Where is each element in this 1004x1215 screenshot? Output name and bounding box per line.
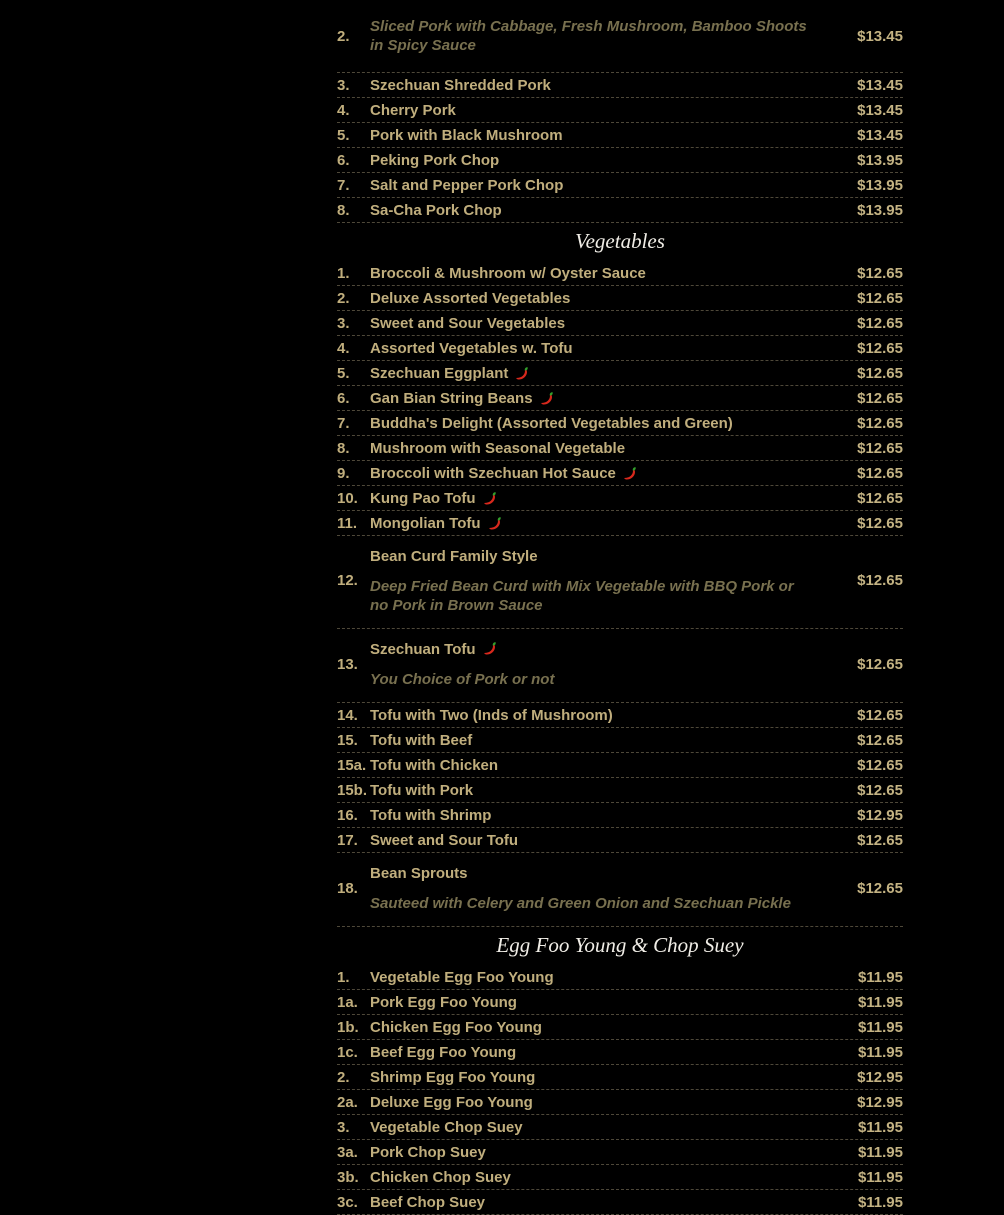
item-number: 3.: [337, 314, 350, 332]
item-number: 1c.: [337, 1043, 358, 1061]
item-number: 2.: [337, 27, 350, 45]
item-number: 3c.: [337, 1193, 358, 1211]
item-price: $11.95: [857, 1118, 903, 1136]
item-price: $12.65: [857, 879, 903, 897]
chili-icon: [482, 640, 499, 657]
item-number: 17.: [337, 831, 358, 849]
item-number: 3a.: [337, 1143, 358, 1161]
menu-item-row: [337, 261, 903, 286]
item-price: $12.65: [857, 655, 903, 673]
item-name: Gan Bian String Beans: [370, 389, 533, 407]
item-number: 5.: [337, 126, 350, 144]
item-text-group: [370, 17, 815, 55]
menu-item-row: [337, 461, 903, 486]
item-name: Tofu with Shrimp: [370, 806, 492, 824]
item-number: 13.: [337, 655, 358, 673]
menu-item-row: [337, 753, 903, 778]
item-text-group: [370, 639, 815, 689]
menu-item-row: [337, 386, 903, 411]
item-name: Vegetable Egg Foo Young: [370, 968, 554, 986]
menu-item-row: [337, 990, 903, 1015]
item-price: $11.95: [857, 968, 903, 986]
item-number: 16.: [337, 806, 358, 824]
menu-item-block: [337, 536, 903, 629]
item-price: $12.65: [857, 781, 903, 799]
item-number: 1a.: [337, 993, 358, 1011]
item-price: $12.65: [857, 264, 903, 282]
item-number: 1b.: [337, 1018, 359, 1036]
item-price: $11.95: [857, 1043, 903, 1061]
menu-item-row: [337, 98, 903, 123]
item-name-line: [370, 863, 815, 884]
chili-icon: [482, 490, 499, 507]
item-price: $12.95: [857, 806, 903, 824]
menu-item-row: [337, 311, 903, 336]
item-price: $13.95: [857, 176, 903, 194]
item-price: $12.65: [857, 756, 903, 774]
item-name: Tofu with Pork: [370, 781, 474, 799]
item-name: Pork Egg Foo Young: [370, 993, 517, 1011]
item-number: 4.: [337, 101, 350, 119]
menu-item-row: [337, 286, 903, 311]
item-name: Pork with Black Mushroom: [370, 126, 563, 144]
item-number: 15.: [337, 731, 358, 749]
item-name: Sweet and Sour Tofu: [370, 831, 519, 849]
menu-section: [337, 0, 903, 223]
item-price: $12.95: [857, 1093, 903, 1111]
item-number: 14.: [337, 706, 358, 724]
item-name: Shrimp Egg Foo Young: [370, 1068, 536, 1086]
item-name: Salt and Pepper Pork Chop: [370, 176, 564, 194]
item-price: $12.65: [857, 414, 903, 432]
menu-section: [337, 223, 903, 927]
section-header: [337, 927, 903, 965]
menu-item-row: [337, 1190, 903, 1215]
item-price: $12.65: [857, 364, 903, 382]
item-price: $12.65: [857, 489, 903, 507]
item-number: 1.: [337, 264, 350, 282]
menu-page: [337, 0, 903, 1215]
menu-item-row: [337, 778, 903, 803]
menu-item-row: [337, 728, 903, 753]
menu-item-row: [337, 173, 903, 198]
item-price: $13.95: [857, 201, 903, 219]
item-name: Tofu with Beef: [370, 731, 473, 749]
menu-item-row: [337, 1115, 903, 1140]
item-name: Sweet and Sour Vegetables: [370, 314, 566, 332]
item-number: 10.: [337, 489, 358, 507]
menu-item-block: [337, 0, 903, 73]
item-description: Deep Fried Bean Curd with Mix Vegetable with BBQ Pork or no Pork in Brown Sauce: [370, 578, 794, 614]
item-number: 6.: [337, 389, 350, 407]
item-name: Broccoli & Mushroom w/ Oyster Sauce: [370, 264, 646, 282]
chili-icon: [539, 390, 556, 407]
item-name: Chicken Egg Foo Young: [370, 1018, 542, 1036]
item-number: 12.: [337, 572, 358, 589]
item-price: $11.95: [857, 1168, 903, 1186]
item-name: Deluxe Egg Foo Young: [370, 1093, 533, 1111]
item-price: $11.95: [857, 1143, 903, 1161]
item-number: 8.: [337, 439, 350, 457]
menu-item-row: [337, 803, 903, 828]
item-text-group: [370, 546, 815, 615]
item-name: Beef Egg Foo Young: [370, 1043, 517, 1061]
item-price: $13.45: [857, 27, 903, 45]
item-number: 9.: [337, 464, 350, 482]
menu-item-row: [337, 828, 903, 853]
menu-item-row: [337, 436, 903, 461]
item-name-line: [370, 639, 815, 660]
menu-item-row: [337, 1065, 903, 1090]
item-name: Bean Curd Family Style: [370, 548, 538, 565]
item-price: $12.65: [857, 831, 903, 849]
item-price: $12.65: [857, 572, 903, 589]
item-number: 7.: [337, 414, 350, 432]
item-number: 15b.: [337, 781, 368, 799]
item-name: Pork Chop Suey: [370, 1143, 486, 1161]
item-number: 3.: [337, 76, 350, 94]
item-name: Szechuan Tofu: [370, 641, 476, 658]
item-number: 3b.: [337, 1168, 359, 1186]
item-number: 2.: [337, 289, 350, 307]
item-description: Sauteed with Celery and Green Onion and Szechuan Pickle: [370, 895, 791, 912]
item-number: 4.: [337, 339, 350, 357]
item-text-group: [370, 863, 815, 913]
item-name: Deluxe Assorted Vegetables: [370, 289, 571, 307]
menu-item-row: [337, 148, 903, 173]
menu-section: [337, 927, 903, 1215]
item-price: $13.45: [857, 101, 903, 119]
item-price: $12.65: [857, 389, 903, 407]
item-name: Szechuan Eggplant: [370, 364, 509, 382]
section-title: Vegetables: [575, 229, 665, 253]
menu-item-row: [337, 703, 903, 728]
chili-icon: [514, 365, 531, 382]
item-price: $11.95: [857, 1018, 903, 1036]
item-name: Kung Pao Tofu: [370, 489, 476, 507]
section-header: [337, 223, 903, 261]
menu-item-block: [337, 629, 903, 703]
item-name: Assorted Vegetables w. Tofu: [370, 339, 573, 357]
item-name: Buddha's Delight (Assorted Vegetables and Green): [370, 414, 733, 432]
item-number: 11.: [337, 514, 358, 532]
item-name: Tofu with Chicken: [370, 756, 499, 774]
item-price: $13.45: [857, 76, 903, 94]
item-number: 2.: [337, 1068, 350, 1086]
item-price: $12.65: [857, 464, 903, 482]
item-price: $12.65: [857, 439, 903, 457]
item-name: Broccoli with Szechuan Hot Sauce: [370, 464, 616, 482]
item-name: Mushroom with Seasonal Vegetable: [370, 439, 626, 457]
menu-item-block: [337, 853, 903, 927]
menu-item-row: [337, 1040, 903, 1065]
item-name: Tofu with Two (Inds of Mushroom): [370, 706, 613, 724]
menu-item-row: [337, 511, 903, 536]
item-number: 8.: [337, 201, 350, 219]
item-description: Sliced Pork with Cabbage, Fresh Mushroom, Bamboo Shoots in Spicy Sauce: [370, 18, 807, 54]
item-name: Sa-Cha Pork Chop: [370, 201, 502, 219]
item-price: $12.65: [857, 731, 903, 749]
item-number: 6.: [337, 151, 350, 169]
menu-item-row: [337, 198, 903, 223]
item-name: Beef Chop Suey: [370, 1193, 486, 1211]
menu-item-row: [337, 411, 903, 436]
item-price: $12.65: [857, 514, 903, 532]
menu-item-row: [337, 1140, 903, 1165]
item-number: 2a.: [337, 1093, 358, 1111]
item-number: 5.: [337, 364, 350, 382]
chili-icon: [487, 515, 504, 532]
item-name: Vegetable Chop Suey: [370, 1118, 523, 1136]
item-name-line: [370, 546, 815, 567]
menu-item-row: [337, 1015, 903, 1040]
menu-item-row: [337, 73, 903, 98]
menu-item-row: [337, 965, 903, 990]
menu-item-row: [337, 123, 903, 148]
item-name: Mongolian Tofu: [370, 514, 481, 532]
item-name: Cherry Pork: [370, 101, 456, 119]
item-price: $11.95: [857, 993, 903, 1011]
menu-item-row: [337, 336, 903, 361]
item-name: Bean Sprouts: [370, 865, 468, 882]
item-price: $12.65: [857, 339, 903, 357]
item-price: $13.95: [857, 151, 903, 169]
menu-item-row: [337, 361, 903, 386]
menu-item-row: [337, 1165, 903, 1190]
item-number: 18.: [337, 879, 358, 897]
item-number: 7.: [337, 176, 350, 194]
item-price: $12.65: [857, 289, 903, 307]
item-description: You Choice of Pork or not: [370, 671, 555, 688]
item-number: 3.: [337, 1118, 350, 1136]
item-name: Chicken Chop Suey: [370, 1168, 511, 1186]
item-price: $12.65: [857, 706, 903, 724]
item-name: Szechuan Shredded Pork: [370, 76, 551, 94]
item-price: $12.95: [857, 1068, 903, 1086]
chili-icon: [622, 465, 639, 482]
item-price: $12.65: [857, 314, 903, 332]
item-price: $11.95: [857, 1193, 903, 1211]
item-number: 15a.: [337, 756, 367, 774]
menu-item-row: [337, 1090, 903, 1115]
item-name: Peking Pork Chop: [370, 151, 500, 169]
menu-item-row: [337, 486, 903, 511]
section-title: Egg Foo Young & Chop Suey: [496, 933, 744, 957]
item-number: 1.: [337, 968, 350, 986]
item-price: $13.45: [857, 126, 903, 144]
